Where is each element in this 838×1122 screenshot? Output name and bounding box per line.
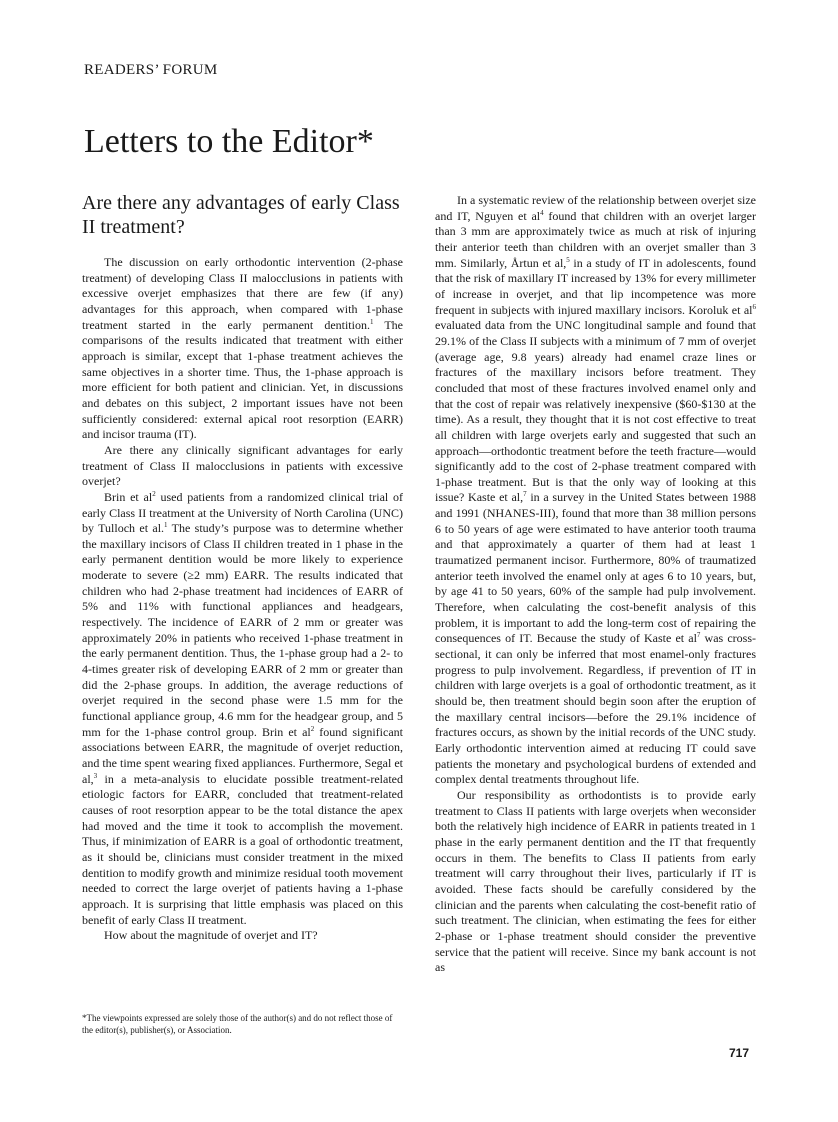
text-run: in a survey in the United States between 1988 and 1991 (NHANES-III), found that more than 38 million persons 6 to 50 years of age were estimated to have anterior tooth trauma and that approximately a quarter of them had at least 1 traumatized permanent incisor. Furthermore, 80% of traumatized anterior teeth involved the enamel only at ages 6 to 10 years, but, by age 41 to 50 years, 60% of the sample had pulp involvement. Therefore, when calculating the cost-benefit analysis of this problem, it is important to add the long-term cost of repairing the consequences of IT. Because the study of Kaste et al [435,490,757,646]
text-run: Our responsibility as orthodontists is to provide early treatment to Class II patients with large overjets when weconsider both the relatively high incidence of EARR in patients treated in 1 phase in the early permanent dentition and the IT that frequently occurs in them. The benefits to Class II patients from early treatment will carry throughout their lives, particularly if IT is avoided. These facts should be carefully considered by the clinician and the parents when calculating the cost-benefit ratio of such treatment. The clinician, when estimating the fees for either 2-phase or 1-phase treatment should consider the preventive service that the patient will receive. Since my bank account is not as [435,787,756,975]
paragraph [82,255,403,443]
paragraph [435,788,756,976]
page-number: 717 [729,1046,750,1060]
text-run: The discussion on early orthodontic intervention (2-phase treatment) of developing Class II malocclusions in patients with excessive overjet emphasizes that there are few (if any) advantages for this approach, when compared with 1-phase treatment started in the early permanent dentition. [82,255,403,332]
text-run: Are there any clinically significant advantages for early treatment of Class II malocclusions in patients with excessive overjet? [82,442,403,489]
reference-superscript: 7 [696,631,701,640]
text-run: How about the magnitude of overjet and IT? [104,928,318,943]
text-run: in a meta-analysis to elucidate possible treatment-related etiologic factors for EARR, concluded that treatment-related causes of root resorption appear to be the total distance the apex had moved and the time it took to accomplish the movement. Thus, if minimization of EARR is a goal of orthodontic treatment, as it should be, clinicians must consider treatment in the mixed dentition to modify growth and minimize residual tooth movement needed to correct the large overjet of patients having a 1-phase approach. It is surprising that little emphasis was placed on this benefit of early Class II treatment. [82,771,403,927]
reference-superscript: 7 [523,490,527,499]
right-body [435,193,756,976]
right-column [435,193,756,976]
paragraph [435,193,756,788]
text-run: was cross-sectional, it can only be inferred that most enamel-only fractures progress to pulp involvement. Regardless, if prevention of IT in children with large overjets is a goal of orthodontic treatment, as it should be, then treatment should begin soon after the eruption of the maxillary central incisors—before the 29.1% incidence of fractures occurs, as shown by the initial records of the UNC study. Early orthodontic intervention aimed at reducing IT could save patients the monetary and psychological burdens of extended and complex dental treatments throughout life. [435,631,756,787]
reference-superscript: 1 [369,317,374,326]
reference-superscript: 3 [93,771,98,780]
reference-superscript: 2 [152,489,156,498]
text-run: Brin et al [104,489,153,504]
reference-superscript: 1 [164,521,168,530]
text-run: The study’s purpose was to determine whether the maxillary incisors of Class II children treated in 1 phase in the early permanent dentition would be more likely to experience moderate to severe (≥2 mm) EARR. The results indicated that children who had 2-phase treatment had incidences of EARR of 5% and 11% with functional appliances and headgears, respectively. The incidence of EARR of 2 mm or greater was approximately 20% in patients who received 1-phase treatment in the early permanent dentition. Thus, the 1-phase group had a 2- to 4-times greater risk of developing EARR of 2 mm or greater than did the 2-phase groups. In addition, the average reductions of overjet required in the second phase were 1.5 mm for the functional appliance group, 4.6 mm for the headgear group, and 5 mm for the 1-phase control group. Brin et al [82,521,404,739]
text-run: in a study of IT in adolescents, found that the risk of maxillary IT increased by 13% for every millimeter of increase in overjet, and that lip incompetence was more frequent in subjects with injured maxillary incisors. Koroluk et al [435,255,756,317]
reference-superscript: 5 [566,255,570,264]
paragraph [82,443,403,490]
reference-superscript: 6 [752,302,756,311]
paragraph [82,490,403,928]
text-run: The comparisons of the results indicated that treatment with either approach is similar, except that 1-phase treatment achieves the same objectives in a shorter time. Thus, the 1-phase approach is more efficient for both patient and clinician. Yet, in discussions and debates on this subject, 2 important issues have not been sufficiently considered: external apical root resorption (EARR) and incisor trauma (IT). [82,317,403,442]
left-body [82,255,403,944]
footnote: *The viewpoints expressed are solely those of the author(s) and do not reflect those of the editor(s), publisher(s), or Association. [82,1013,393,1035]
page-title: Letters to the Editor* [84,123,374,160]
article-title: Are there any advantages of early Class II treatment? [82,192,400,238]
reference-superscript: 2 [310,724,315,733]
text-run: found that children with an overjet larger than 3 mm are approximately twice as much at risk of injuring their anterior teeth than children with an overjet smaller than 3 mm. Similarly, Årtun et al, [435,208,756,270]
left-column [82,192,403,944]
text-run: used patients from a randomized clinical trial of early Class II treatment at the University of North Carolina (UNC) by Tulloch et al. [82,489,404,536]
section-label: READERS’ FORUM [84,62,218,78]
text-run: evaluated data from the UNC longitudinal sample and found that 29.1% of the Class II subjects with a minimum of 7 mm of overjet (average age, 9.8 years) already had enamel craze lines or fractures of the maxillary incisors before treatment. They concluded that most of these fractures involved enamel only and that the cost of repair was relatively inexpensive ($60-$130 at the time). As a result, they thought that it is not cost effective to treat all children with large overjets early and suggested that such an approach—orthodontic treatment before the teeth fracture—would significantly add to the cost of 2-phase treatment compared with 1-phase treatment. But is that the only way of looking at this issue? Kaste et al, [435,318,756,505]
text-run: In a systematic review of the relationship between overjet size and IT, Nguyen et al [435,193,756,223]
reference-superscript: 4 [540,208,544,217]
text-run: found significant associations between EARR, the magnitude of overjet reduction, and the time spent wearing fixed appliances. Furthermore, Segal et al, [82,724,403,786]
paragraph [82,928,403,944]
